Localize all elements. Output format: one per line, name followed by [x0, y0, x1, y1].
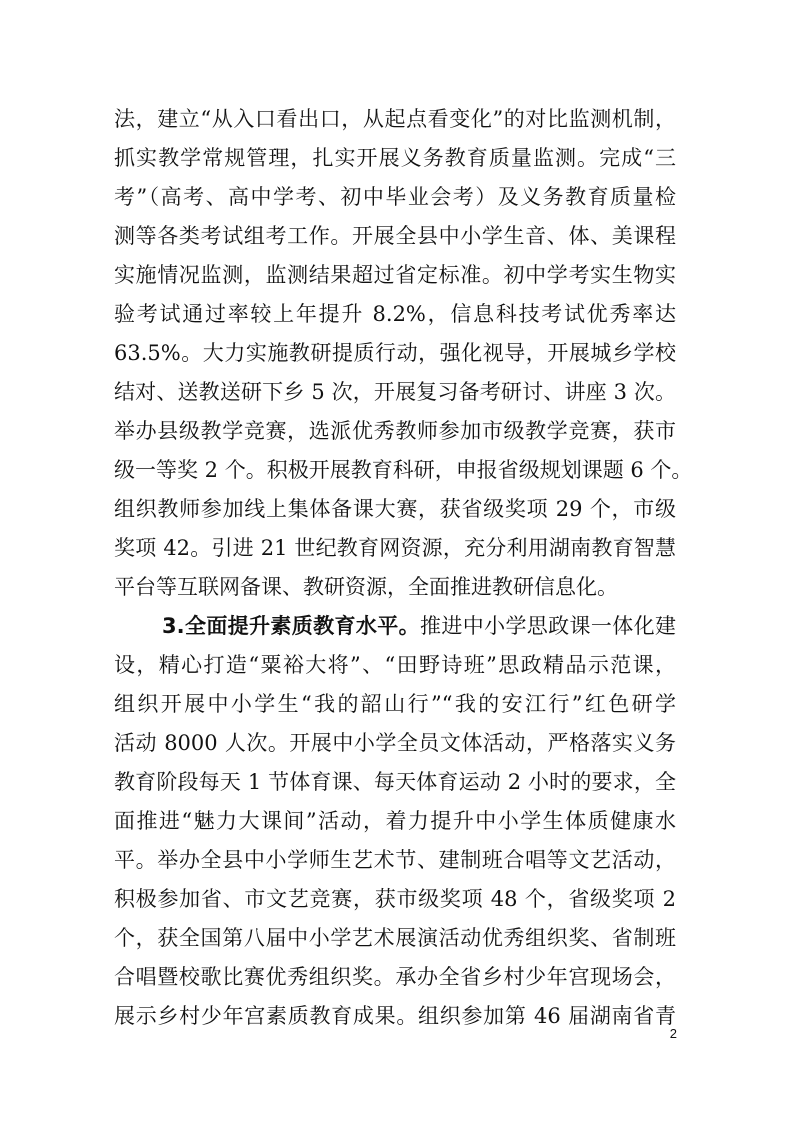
section-3-line-6: 平。举办全县中小学师生艺术节、建制班合唱等文艺活动，: [114, 848, 676, 872]
section-3-line-4: 教育阶段每天 1 节体育课、每天体育运动 2 小时的要求，全: [114, 770, 676, 794]
text-line-8: 结对、送教送研下乡 5 次，开展复习备考研讨、讲座 3 次。: [114, 380, 676, 404]
text-line-11: 组织教师参加线上集体备课大赛，获省级奖项 29 个，市级: [114, 497, 676, 521]
text-line-2: 抓实教学常规管理，扎实开展义务教育质量监测。完成“三: [114, 146, 676, 170]
section-3-line-9: 合唱暨校歌比赛优秀组织奖。承办全省乡村少年宫现场会，: [114, 965, 676, 989]
text-line-10: 级一等奖 2 个。积极开展教育科研，申报省级规划课题 6 个。: [114, 458, 693, 482]
section-3-line-2: 组织开展中小学生“我的韶山行”“我的安江行”红色研学: [114, 692, 676, 716]
section-3-line-8: 个，获全国第八届中小学艺术展演活动优秀组织奖、省制班: [114, 926, 676, 950]
text-line-12: 奖项 42。引进 21 世纪教育网资源，充分利用湖南教育智慧: [114, 536, 676, 560]
text-line-9: 举办县级教学竞赛，选派优秀教师参加市级教学竞赛，获市: [114, 419, 676, 443]
text-line-4: 测等各类考试组考工作。开展全县中小学生音、体、美课程: [114, 224, 676, 248]
text-line-6: 验考试通过率较上年提升 8.2%，信息科技考试优秀率达: [114, 302, 676, 326]
section-3-first-line: [162, 610, 676, 642]
text-line-7: 63.5%。大力实施教研提质行动，强化视导，开展城乡学校: [114, 341, 676, 365]
section-3-line-5: 面推进“魅力大课间”活动，着力提升中小学生体质健康水: [114, 809, 676, 833]
page-number: 2: [669, 1026, 677, 1041]
section-3-heading: 3.全面提升素质教育水平。: [162, 614, 420, 638]
text-line-5: 实施情况监测，监测结果超过省定标准。初中学考实生物实: [114, 263, 676, 287]
section-3-line-1: 设，精心打造“粟裕大将”、“田野诗班”思政精品示范课，: [114, 653, 676, 677]
text-line-3: 考”（高考、高中学考、初中毕业会考）及义务教育质量检: [114, 185, 676, 209]
text-line-1: 法，建立“从入口看出口，从起点看变化”的对比监测机制，: [114, 107, 676, 131]
text-line-13: 平台等互联网备课、教研资源，全面推进教研信息化。: [114, 575, 618, 599]
section-3-line-10: 展示乡村少年宫素质教育成果。组织参加第 46 届湖南省青: [114, 1004, 676, 1028]
section-3-first-line-text: 推进中小学思政课一体化建: [419, 614, 677, 638]
section-3-line-3: 活动 8000 人次。开展中小学全员文体活动，严格落实义务: [114, 731, 676, 755]
section-3-line-7: 积极参加省、市文艺竞赛，获市级奖项 48 个，省级奖项 2: [114, 887, 676, 911]
